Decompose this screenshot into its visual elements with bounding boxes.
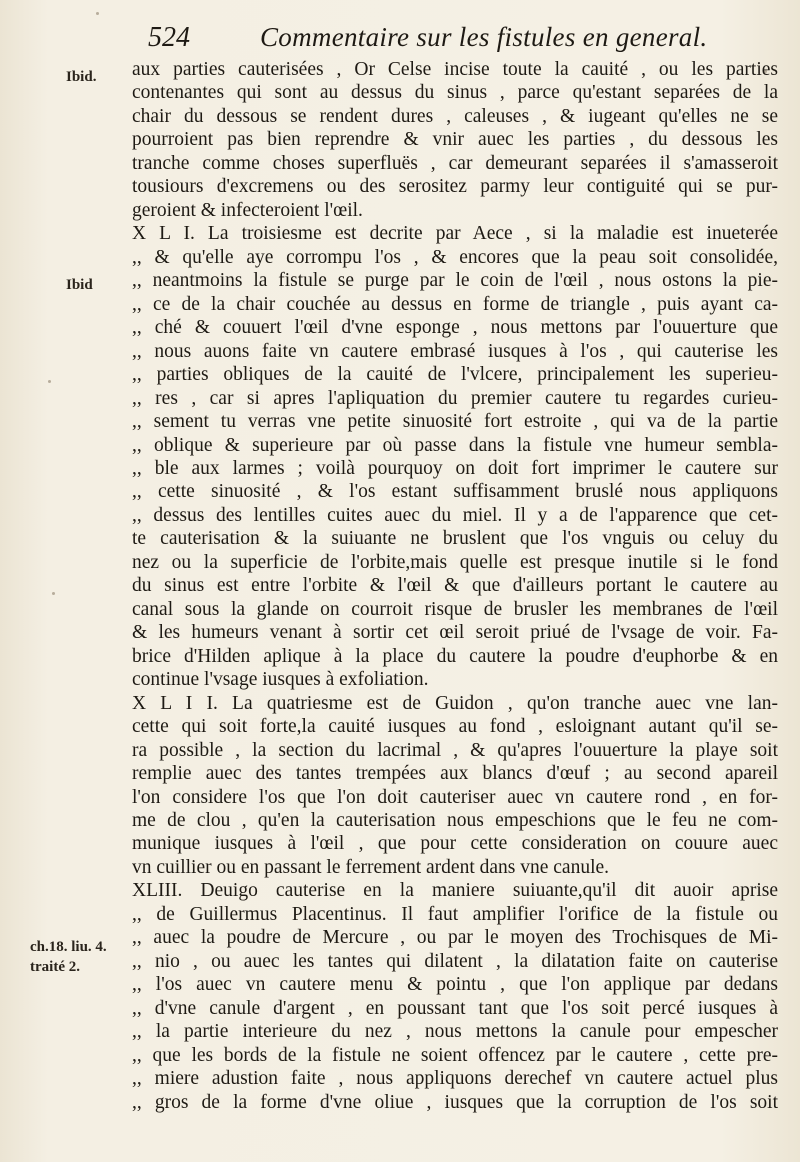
text-line: ,, parties obliques de la cauité de l'vlcere, principalement les superieu- xyxy=(132,364,778,386)
text-line: ,, d'vne canule d'argent , en poussant tant que l'os soit percé iusques à xyxy=(132,997,778,1019)
running-head: Commentaire sur les fistules en general. xyxy=(260,22,708,52)
text-line: ,, cette sinuosité , & l'os estant suffisamment bruslé nous appliquons xyxy=(132,481,778,503)
text-line: & les humeurs venant à sortir cet œil seroit priué de l'vsage de voir. Fa- xyxy=(132,622,778,644)
text-line: continue l'vsage iusques à exfoliation. xyxy=(132,669,429,691)
text-line: ,, res , car si apres l'apliquation du premier cautere tu regardes curieu- xyxy=(132,387,778,409)
paper-speck xyxy=(96,12,99,15)
text-line: l'on considere l'os que l'on doit cauteriser auec vn cautere rond , en for- xyxy=(132,786,778,808)
text-line: canal sous la glande on courroit risque de brusler les membranes de l'œil xyxy=(132,598,778,620)
text-line: ,, ce de la chair couchée au dessus en forme de triangle , puis ayant ca- xyxy=(132,293,778,315)
margin-note-traite-ref: traité 2. xyxy=(30,959,80,975)
text-line: du sinus est entre l'orbite & l'œil & que d'ailleurs portant le cautere au xyxy=(132,575,778,597)
text-line: ,, que les bords de la fistule ne soient offencez par le cautere , cette pre- xyxy=(132,1044,778,1066)
text-line: X L I I. La quatriesme est de Guidon , qu'on tranche auec vne lan- xyxy=(132,692,778,714)
text-line: remplie auec des tantes trempées aux blancs d'œuf ; au second apareil xyxy=(132,763,778,785)
text-line: ,, oblique & superieure par où passe dans la fistule vne humeur sembla- xyxy=(132,434,778,456)
text-line: ,, miere adustion faite , nous appliquons derechef vn cautere actuel plus xyxy=(132,1068,778,1090)
text-line: ,, nous auons faite vn cautere embrasé iusques à l'os , qui cauterise les xyxy=(132,340,778,362)
text-line: ra possible , la section du lacrimal , & qu'apres l'ouuerture la playe soit xyxy=(132,739,778,761)
text-line: ,, & qu'elle aye corrompu l'os , & encores que la peau soit consolidée, xyxy=(132,246,778,268)
text-line: ,, gros de la forme d'vne oliue , iusques que la corruption de l'os soit xyxy=(132,1091,778,1113)
text-line: munique iusques à l'œil , que pour cette consideration on couure auec xyxy=(132,833,778,855)
text-line: ,, dessus des lentilles cuites auec du miel. Il y a de l'apparence que cet- xyxy=(132,504,778,526)
text-line: brice d'Hilden aplique à la place du cautere la poudre d'euphorbe & en xyxy=(132,645,778,667)
margin-note-ibid-1: Ibid. xyxy=(66,69,97,85)
paper-speck xyxy=(48,380,51,383)
text-line: ,, auec la poudre de Mercure , ou par le moyen des Trochisques de Mi- xyxy=(132,927,778,949)
text-line: chair du dessous se rendent dures , caleuses , & iugeant qu'elles ne se xyxy=(132,105,778,127)
text-line: contenantes qui sont au dessus du sinus , parce qu'estant separées de la xyxy=(132,82,778,104)
text-line: tousiours d'excremens ou des serositez parmy leur contiguité qui se pur- xyxy=(132,176,778,198)
page-header xyxy=(148,20,708,54)
text-line: me de clou , qu'en la cauterisation nous empeschions que le feu ne com- xyxy=(132,810,778,831)
text-line: vn cuillier ou en passant le ferrement ardent dans vne canule. xyxy=(132,856,610,878)
margin-note-chapter-ref: ch.18. liu. 4. xyxy=(30,939,107,955)
text-line: pourroient pas bien reprendre & vnir auec les parties , du dessous les xyxy=(132,129,778,151)
text-line: ,, neantmoins la fistule se purge par le coin de l'œil , nous ostons la pie- xyxy=(132,270,778,292)
text-line: te cauterisation & la suiuante ne bruslent que l'os vnguis ou celuy du xyxy=(132,528,778,550)
text-line: X L I. La troisiesme est decrite par Aece , si la maladie est inueterée xyxy=(132,223,778,245)
text-line: cette qui soit forte,la cauité iusques au fond , esloignant autant qu'il se- xyxy=(132,716,778,738)
text-line: ,, ché & couuert l'œil d'vne esponge , nous mettons par l'ouuerture que xyxy=(132,317,778,339)
text-line: tranche comme choses superfluës , car demeurant separées il s'amasseroit xyxy=(132,152,778,174)
text-line: ,, sement tu verras vne petite sinuosité fort estroite , qui va de la partie xyxy=(132,411,778,433)
text-line: ,, l'os auec vn cautere menu & pointu , que l'on applique par dedans xyxy=(132,974,778,996)
text-line: geroient & infecteroient l'œil. xyxy=(132,199,363,221)
body-text xyxy=(132,58,778,1114)
text-line: aux parties cauterisées , Or Celse incise toute la cauité , ou les parties xyxy=(132,59,778,80)
text-line: ,, ble aux larmes ; voilà pourquoy on doit fort imprimer le cautere sur xyxy=(132,457,778,479)
text-line: ,, nio , ou auec les tantes qui dilatent , la dilatation faite on cauterise xyxy=(132,950,778,972)
page-number: 524 xyxy=(148,22,190,53)
text-line: nez ou la superficie de l'orbite,mais quelle est presque inutile si le fond xyxy=(132,551,778,573)
margin-note-ibid-2: Ibid xyxy=(66,277,93,293)
paper-speck xyxy=(52,592,55,595)
text-line: ,, de Guillermus Placentinus. Il faut amplifier l'orifice de la fistule ou xyxy=(132,903,778,925)
text-line: XLIII. Deuigo cauterise en la maniere suiuante,qu'il dit auoir aprise xyxy=(132,880,778,902)
text-line: ,, la partie interieure du nez , nous mettons la canule pour empescher xyxy=(132,1021,778,1043)
